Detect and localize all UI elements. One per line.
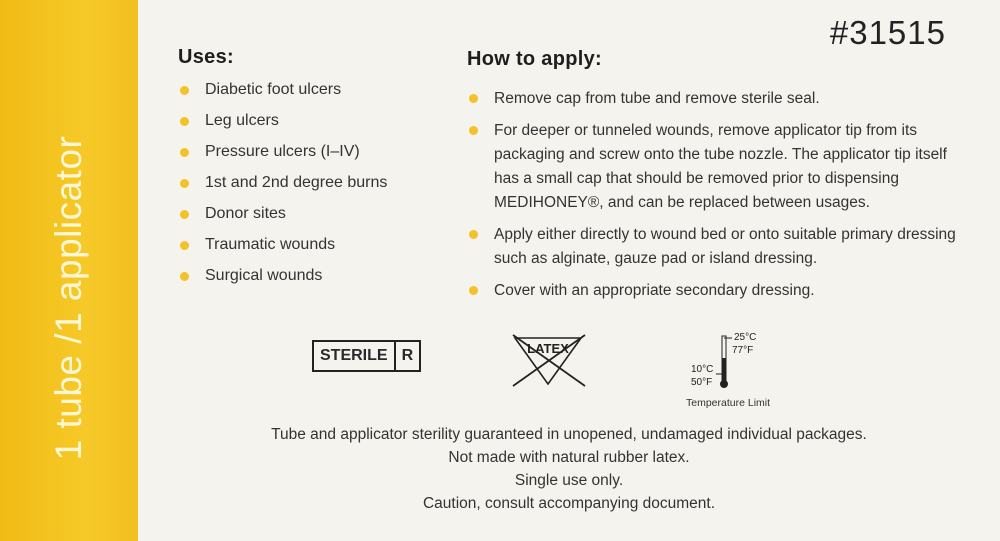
uses-item-text: Leg ulcers <box>205 112 279 129</box>
side-band <box>0 0 138 541</box>
footer-note: Tube and applicator sterility guaranteed in unopened, undamaged individual packages. <box>271 426 867 443</box>
apply-step-text: Apply either directly to wound bed or onto suitable primary dressing such as alginate, gauze pad or island dressing. <box>494 226 956 267</box>
temperature-limit-label: Temperature Limit <box>686 397 771 409</box>
uses-item <box>178 141 438 172</box>
uses-item <box>178 79 438 110</box>
footer-note: Single use only. <box>514 472 624 489</box>
uses-list <box>178 79 438 296</box>
bullet-icon <box>180 179 189 188</box>
bullet-icon <box>469 286 478 295</box>
uses-item <box>178 265 438 296</box>
label-panel <box>138 0 1000 541</box>
bullet-icon <box>180 148 189 157</box>
uses-item <box>178 110 438 141</box>
apply-step-text: Remove cap from tube and remove sterile seal. <box>494 90 820 107</box>
side-band-text: 1 tube /1 applicator <box>48 135 89 461</box>
sterile-text: STERILE <box>320 347 388 364</box>
apply-step <box>467 119 967 215</box>
thermometer-fill <box>722 358 726 382</box>
catalog-number: #31515 <box>829 14 946 51</box>
uses-item-text: Traumatic wounds <box>205 236 336 253</box>
uses-item <box>178 172 438 203</box>
thermometer-bulb <box>720 380 728 388</box>
apply-step <box>467 223 967 271</box>
footer-notes <box>138 423 1000 515</box>
upper-f-text: 77°F <box>732 345 754 356</box>
uses-item <box>178 234 438 265</box>
footer-note: Caution, consult accompanying document. <box>422 495 716 512</box>
uses-item-text: Surgical wounds <box>205 267 323 284</box>
lower-c-text: 10°C <box>691 364 714 375</box>
uses-item-text: 1st and 2nd degree burns <box>205 174 388 191</box>
lower-f-text: 50°F <box>691 377 713 388</box>
bullet-icon <box>180 86 189 95</box>
uses-item-text: Diabetic foot ulcers <box>205 81 342 98</box>
bullet-icon <box>469 94 478 103</box>
latex-text: LATEX <box>527 341 569 356</box>
bullet-icon <box>180 210 189 219</box>
bullet-icon <box>469 230 478 239</box>
sterile-symbol <box>312 340 421 372</box>
latex-free-icon <box>503 332 593 390</box>
apply-step <box>467 87 967 111</box>
uses-section <box>178 46 438 296</box>
uses-heading: Uses: <box>178 46 234 68</box>
how-to-apply-list <box>467 87 967 303</box>
bullet-icon <box>180 241 189 250</box>
how-to-apply-section <box>467 48 967 311</box>
apply-step <box>467 279 967 303</box>
thermometer-icon <box>686 330 786 394</box>
apply-step-text: Cover with an appropriate secondary dressing. <box>494 282 815 299</box>
bullet-icon <box>469 126 478 135</box>
temperature-limit-symbol <box>686 330 786 414</box>
how-to-apply-heading: How to apply: <box>467 48 603 70</box>
bullet-icon <box>180 117 189 126</box>
bullet-icon <box>180 272 189 281</box>
sterile-method: R <box>394 342 420 370</box>
uses-item-text: Donor sites <box>205 205 286 222</box>
apply-step-text: For deeper or tunneled wounds, remove applicator tip from its packaging and screw onto the tube nozzle. The applicator tip itself has a small cap that should be removed prior to dispensing MEDIHONEY®, and can be replaced between usages. <box>494 122 947 211</box>
uses-item <box>178 203 438 234</box>
footer-note: Not made with natural rubber latex. <box>448 449 690 466</box>
uses-item-text: Pressure ulcers (I–IV) <box>205 143 360 160</box>
upper-c-text: 25°C <box>734 332 757 343</box>
